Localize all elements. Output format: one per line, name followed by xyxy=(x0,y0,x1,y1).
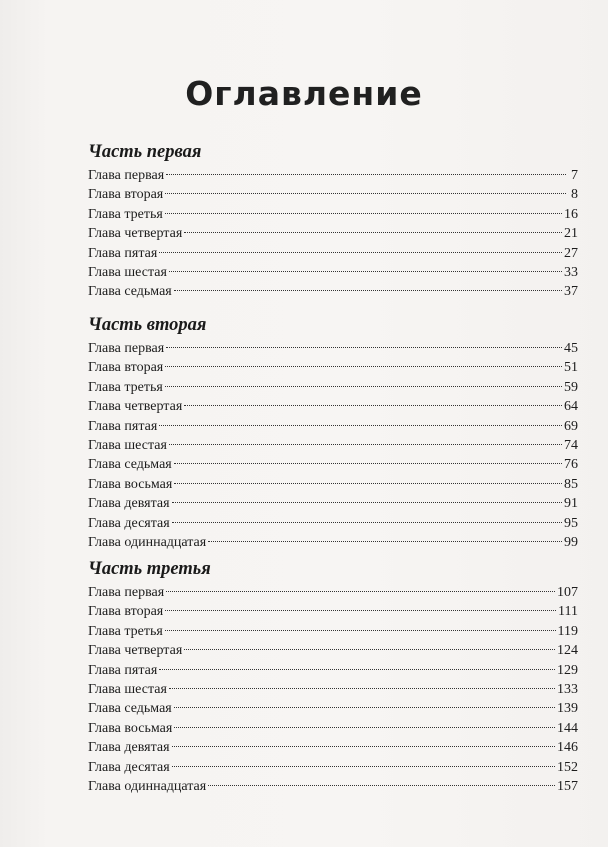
chapter-title: Глава пятая xyxy=(88,418,158,434)
toc-entry[interactable] xyxy=(88,514,578,533)
page-number: 8 xyxy=(571,187,578,203)
chapter-title: Глава первая xyxy=(88,341,165,356)
dot-leader xyxy=(184,649,555,650)
toc-entry[interactable] xyxy=(88,680,578,699)
dot-leader xyxy=(174,727,555,728)
part-title: Часть первая xyxy=(88,142,202,162)
entry-list xyxy=(88,583,578,796)
dot-leader xyxy=(184,232,562,233)
dot-leader xyxy=(172,746,555,747)
toc-entry[interactable] xyxy=(88,263,578,282)
chapter-title: Глава восьмая xyxy=(88,720,173,736)
dot-leader xyxy=(172,522,562,523)
page-number: 69 xyxy=(564,418,578,434)
toc-entry[interactable] xyxy=(88,533,578,552)
chapter-title: Глава шестая xyxy=(88,437,167,453)
chapter-title: Глава третья xyxy=(88,206,163,222)
page-number: 64 xyxy=(564,399,578,415)
chapter-title: Глава девятая xyxy=(88,496,170,512)
chapter-title: Глава восьмая xyxy=(88,476,173,492)
dot-leader xyxy=(166,347,562,348)
dot-leader xyxy=(174,483,562,484)
chapter-title: Глава седьмая xyxy=(88,457,172,473)
page-number: 95 xyxy=(564,515,578,531)
chapter-title: Глава одиннадцатая xyxy=(88,534,207,550)
toc-entry[interactable] xyxy=(88,719,578,738)
chapter-title: Глава седьмая xyxy=(88,284,172,300)
page-number: 133 xyxy=(557,681,578,697)
dot-leader xyxy=(165,366,562,367)
page-number: 59 xyxy=(564,379,578,395)
dot-leader xyxy=(208,785,555,786)
toc-entry[interactable] xyxy=(88,758,578,777)
dot-leader xyxy=(184,405,562,406)
dot-leader xyxy=(159,252,562,253)
toc-entry[interactable] xyxy=(88,583,578,602)
page-number: 91 xyxy=(564,496,578,512)
page-number: 139 xyxy=(557,701,578,717)
dot-leader xyxy=(174,707,555,708)
page-number: 146 xyxy=(557,740,578,756)
chapter-title: Глава пятая xyxy=(88,245,158,261)
dot-leader xyxy=(159,669,555,670)
toc-entry[interactable] xyxy=(88,436,578,455)
page-number: 33 xyxy=(564,264,578,280)
dot-leader xyxy=(166,174,566,175)
toc-entry[interactable] xyxy=(88,777,578,796)
toc-part-2 xyxy=(88,313,578,552)
toc-entry[interactable] xyxy=(88,244,578,263)
toc-entry[interactable] xyxy=(88,358,578,377)
toc-entry[interactable] xyxy=(88,699,578,718)
page-number: 107 xyxy=(557,585,578,600)
chapter-title: Глава шестая xyxy=(88,681,167,697)
dot-leader xyxy=(169,271,562,272)
page-number: 37 xyxy=(564,284,578,300)
toc-entry[interactable] xyxy=(88,494,578,513)
chapter-title: Глава шестая xyxy=(88,264,167,280)
toc-entry[interactable] xyxy=(88,622,578,641)
chapter-title: Глава девятая xyxy=(88,740,170,756)
chapter-title: Глава третья xyxy=(88,379,163,395)
page-number: 27 xyxy=(564,245,578,261)
toc-entry[interactable] xyxy=(88,602,578,621)
page-number: 85 xyxy=(564,476,578,492)
toc-entry[interactable] xyxy=(88,166,578,185)
page-number: 157 xyxy=(557,778,578,794)
toc-entry[interactable] xyxy=(88,282,578,301)
chapter-title: Глава одиннадцатая xyxy=(88,778,207,794)
chapter-title: Глава четвертая xyxy=(88,643,183,659)
page-number: 111 xyxy=(558,604,578,620)
part-title: Часть третья xyxy=(88,559,211,579)
page-number: 21 xyxy=(564,226,578,242)
dot-leader xyxy=(166,591,555,592)
toc-entry[interactable] xyxy=(88,205,578,224)
dot-leader xyxy=(172,766,555,767)
page-number: 144 xyxy=(557,720,578,736)
chapter-title: Глава седьмая xyxy=(88,701,172,717)
dot-leader xyxy=(208,541,562,542)
toc-entry[interactable] xyxy=(88,417,578,436)
dot-leader xyxy=(165,630,556,631)
page-number: 99 xyxy=(564,534,578,550)
chapter-title: Глава вторая xyxy=(88,604,164,620)
dot-leader xyxy=(174,463,562,464)
part-title: Часть вторая xyxy=(88,315,207,335)
toc-entry[interactable] xyxy=(88,738,578,757)
toc-part-3 xyxy=(88,557,578,796)
toc-entry[interactable] xyxy=(88,475,578,494)
dot-leader xyxy=(172,502,562,503)
chapter-title: Глава вторая xyxy=(88,187,164,203)
toc-entry[interactable] xyxy=(88,185,578,204)
toc-entry[interactable] xyxy=(88,641,578,660)
page-number: 74 xyxy=(564,437,578,453)
page-title: Оглавление xyxy=(185,74,423,113)
toc-part-1 xyxy=(88,140,578,302)
chapter-title: Глава десятая xyxy=(88,515,170,531)
page-number: 16 xyxy=(564,206,578,222)
page-number: 45 xyxy=(564,341,578,356)
toc-entry[interactable] xyxy=(88,455,578,474)
toc-entry[interactable] xyxy=(88,378,578,397)
chapter-title: Глава третья xyxy=(88,623,163,639)
chapter-title: Глава пятая xyxy=(88,662,158,678)
entry-list xyxy=(88,339,578,552)
dot-leader xyxy=(174,290,562,291)
chapter-title: Глава первая xyxy=(88,168,165,183)
page-number: 119 xyxy=(557,623,578,639)
dot-leader xyxy=(165,193,566,194)
toc-entry[interactable] xyxy=(88,224,578,243)
chapter-title: Глава первая xyxy=(88,585,165,600)
page-number: 76 xyxy=(564,457,578,473)
dot-leader xyxy=(169,444,562,445)
page-number: 129 xyxy=(557,662,578,678)
dot-leader xyxy=(169,688,555,689)
dot-leader xyxy=(165,213,562,214)
chapter-title: Глава четвертая xyxy=(88,399,183,415)
page-number: 7 xyxy=(571,168,578,183)
entry-list xyxy=(88,166,578,302)
chapter-title: Глава вторая xyxy=(88,360,164,376)
page-number: 124 xyxy=(557,643,578,659)
page-number: 51 xyxy=(564,360,578,376)
toc-entry[interactable] xyxy=(88,397,578,416)
toc-entry[interactable] xyxy=(88,661,578,680)
chapter-title: Глава десятая xyxy=(88,759,170,775)
dot-leader xyxy=(159,425,562,426)
dot-leader xyxy=(165,386,562,387)
page-number: 152 xyxy=(557,759,578,775)
dot-leader xyxy=(165,610,556,611)
chapter-title: Глава четвертая xyxy=(88,226,183,242)
toc-entry[interactable] xyxy=(88,339,578,358)
